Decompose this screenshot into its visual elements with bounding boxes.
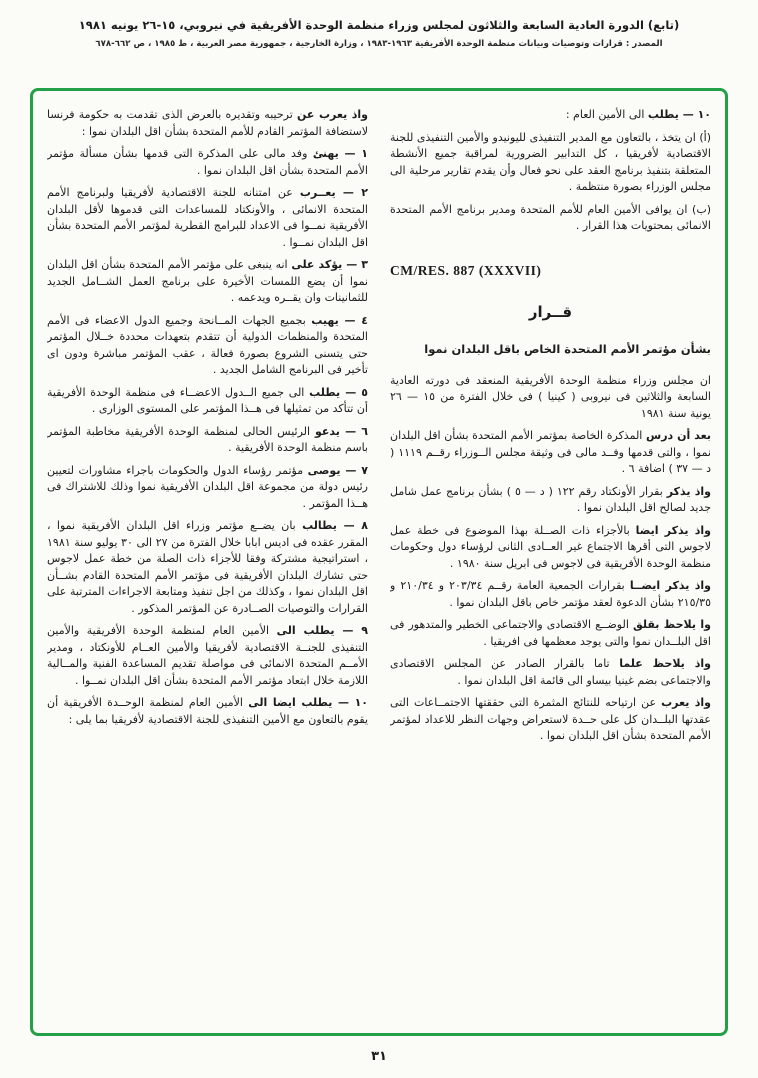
left-column <box>47 107 368 1023</box>
green-border-frame <box>30 88 728 1036</box>
header-source-line: المصدر : قرارات وتوصيات وبيانات منظمة الوحدة الأفريقية ١٩٦٣-١٩٨٣ ، وزارة الخارجية ، جمهورية مصر العربية ، ط ١٩٨٥ ، ص ٦٦٢-٦٧٨ <box>95 39 663 49</box>
paragraph: واذ يلاحظ علما تاما بالقرار الصادر عن المجلس الاقتصادى والاجتماعى بضم غينيا بيساو الى قائمة اقل البلدان نموا . <box>390 657 711 687</box>
paragraph-lead: واذ يعرب عن <box>297 108 368 121</box>
page-number: ٣١ <box>371 1049 387 1064</box>
res-number: CM/RES. 887 (XXXVII) <box>390 262 542 278</box>
paragraph: واذ يعرب عن ارتياحه للنتائج المثمرة التى حققتها الاجتمــاعات التى عقدتها البلــدان كل على حــدة لاستعراض وجهات النظر للاعداد لمؤتمر الأمم المتحدة بشأن اقل البلدان نموا . <box>390 696 711 742</box>
paragraph-lead: ٥ — يطلب <box>309 385 368 399</box>
paragraph-lead: واذ يذكر ايضــا <box>629 579 711 592</box>
paragraph: واذ يعرب عن ترحيبه وتقديره بالعرض الذى تقدمت به حكومة فرنسا لاستضافة المؤتمر القادم للأمم المتحدة بشأن اقل البلدان نموا : <box>47 108 368 138</box>
paragraph-lead: ٢ — يعــرب <box>299 186 368 199</box>
paragraph-lead: ١ — يهنئ <box>312 147 368 160</box>
paragraph: واذ يذكر بقرار الأونكتاد رقم ١٢٢ ( د — ٥ ) بشأن برنامج عمل شامل جديد لصالح اقل البلدان نموا . <box>390 484 711 514</box>
paragraph: ٣ — يؤكد على انه ينبغى على مؤتمر الأمم المتحدة بشأن اقل البلدان نموا أن يضع اللمسات الأخيرة على برنامج العمل الشــامل الجديد للثمانينات وان يقــره ويدعمه . <box>47 258 368 304</box>
paragraph-lead: واذ يلاحظ علما <box>619 657 711 670</box>
bold-title: بشأن مؤتمر الأمم المتحدة الخاص باقل البلدان نموا <box>424 342 711 357</box>
paragraph: واذ يذكر ايضــا بقرارات الجمعية العامة رقــم ٢٠٣/٣٤ و ٢١٠/٣٤ و ٢١٥/٣٥ بشأن الدعوة لعقد مؤتمر خاص باقل البلدان نموا . <box>390 579 711 609</box>
paragraph: ٦ — يدعو الرئيس الحالى لمنظمة الوحدة الأفريقية مخاطبة المؤتمر باسم منظمة الوحدة الأفريقية . <box>47 424 368 454</box>
paragraph-lead: ٨ — يطالب <box>302 519 368 532</box>
right-column <box>390 107 711 1023</box>
paragraph-lead: واذ يعرب <box>661 696 711 709</box>
paragraph: ٥ — يطلب الى جميع الــدول الاعضــاء فى منظمة الوحدة الأفريقية أن تتأكد من تمثيلها فى هــذا المؤتمر على المستوى الوزارى . <box>47 385 368 415</box>
paragraph: وا يلاحظ بقلق الوضــع الاقتصادى والاجتماعى الخطير والمتدهور فى اقل البلــدان نموا والتى يوجد معظمها فى افريقيا . <box>390 618 711 648</box>
paragraph-lead: ١٠ — يطلب ايضا الى <box>248 696 368 709</box>
paragraph-lead: وا يلاحظ بقلق <box>632 618 711 631</box>
paragraph: ٩ — يطلب الى الأمين العام لمنظمة الوحدة الأفريقية والأمين التنفيذى للجنــة الاقتصادية لأفريقيا والأمين العــام للأونكتاد ، ومدير الأمــم المتحدة الانمائى فى مواصلة تقديم المساعدة الفنية والمــالية اللازمة خلال ابتعاد مؤتمر الأمم المتحدة بشأن اقل البلدان نمــوا . <box>47 624 368 687</box>
paragraph-lead: ٩ — يطلب الى <box>276 624 368 637</box>
paragraph: (أ) ان يتخذ ، بالتعاون مع المدير التنفيذى لليونيدو والأمين التنفيذى للجنة الاقتصادية لأفريقيا ، كل التدابير الضرورية لمراقبة جميع الأنشطة المتعلقة بتنفيذ برنامج العقد على نحو فعال وأن يقدم تقارير مرحلية الى مجلس الوزراء بصورة منتظمة . <box>390 130 711 193</box>
paragraph: بعد أن درس المذكرة الخاصة بمؤتمر الأمم المتحدة بشأن اقل البلدان نموا ، والتى قدمها وفــد مالى فى وثيقة مجلس الــوزراء رقــم ١١١٩ ( د — ٣٧ ) اضافة ٦ . <box>390 429 711 475</box>
page-header <box>0 18 758 49</box>
text-columns <box>47 107 711 1023</box>
paragraph: ٧ — يوصى مؤتمر رؤساء الدول والحكومات باجراء مشاورات لتعيين رئيس دولة من مجموعة اقل البلدان الأفريقية نموا وذلك للاشتراك فى هــذا المؤتمر . <box>47 463 368 510</box>
paragraph: ٤ — يهيب بجميع الجهات المــانحة وجميع الدول الاعضاء فى الأمم المتحدة والمنظمات الدولية أن تتقدم بتعهدات محددة خــلال المؤتمر حتى يتسنى الشروع بصورة فعالة ، عقب المؤتمر مباشرة ودون اى تأخير فى البرنامج الشامل الجديد . <box>47 313 368 376</box>
paragraph: (ب) ان يوافى الأمين العام للأمم المتحدة ومدير برنامج الأمم المتحدة الانمائى بمحتويات هذا القرار . <box>390 202 711 232</box>
paragraph-lead: ٦ — يدعو <box>314 424 368 438</box>
paragraph: ١٠ — يطلب ايضا الى الأمين العام لمنظمة الوحــدة الأفريقية أن يقوم بالتعاون مع الأمين التنفيذى للجنة الاقتصادية لأفريقيا بما يلى : <box>47 696 368 726</box>
paragraph-lead: واذ يذكر <box>666 484 711 498</box>
center-title: قــرار <box>528 302 573 321</box>
paragraph: ٢ — يعــرب عن امتنانه للجنة الاقتصادية لأفريقيا ولبرنامج الأمم المتحدة الانمائى ، والأونكتاد للمساعدات التى قدموها لأقل البلدان الأفريقية نمــوا فى الاعداد للبرامج القطرية لمؤتمر الأمم المتحدة بشأن اقل البلدان نمــوا . <box>47 186 368 249</box>
paragraph: ٨ — يطالب بان يضــع مؤتمر وزراء اقل البلدان الأفريقية نموا ، المقرر عقده فى اديس ابابا خلال الفترة من ٢٧ الى ٣٠ يوليو سنة ١٩٨١ ، استراتيجية مشتركة وفقا للأجزاء ذات الصلة من خطة عمل لاجوس حتى تشارك البلدان الأفريقية فى مؤتمر الأمم المتحدة القادم بشــأن اقل البلدان نموا ، وكذلك من اجل تنفيذ ومتابعة الاجراءات المترتبة على القرارات والتوصيات الصــادرة عن المؤتمر المذكور . <box>47 519 368 615</box>
paragraph: ان مجلس وزراء منظمة الوحدة الأفريقية المنعقد فى دورته العادية السابعة والثلاثين فى نيروبى ( كينيا ) فى خلال الفترة من ١٥ — ٢٦ يونية سنة ١٩٨١ <box>390 373 711 420</box>
paragraph-lead: ١٠ — يطلب <box>647 108 711 121</box>
paragraph-lead: ٣ — يؤكد على <box>291 258 368 271</box>
header-line-1: (تابع) الدورة العادية السابعة والثلاثون لمجلس وزراء منظمة الوحدة الأفريقية في نيروبي، ١٥-٢٦ يونيه ١٩٨١ <box>78 18 680 32</box>
paragraph-lead: واذ يذكر ايضا <box>635 523 711 537</box>
paragraph-lead: بعد أن درس <box>646 429 711 442</box>
paragraph: ١ — يهنئ وفد مالى على المذكرة التى قدمها بشأن مسألة مؤتمر الأمم المتحدة بشأن اقل البلدان نموا . <box>47 147 368 177</box>
paragraph: ١٠ — يطلب الى الأمين العام : <box>565 108 711 121</box>
paragraph-lead: ٧ — يوصى <box>307 463 368 477</box>
paragraph: واذ يذكر ايضا بالأجزاء ذات الصــلة بهذا الموضوع فى خطة عمل لاجوس التى أقرها الاجتماع غير العــادى الثانى لرؤساء دول وحكومات منظمة الوحدة الأفريقية فى لاجوس فى ابريل سنة ١٩٨٠ . <box>390 523 711 570</box>
paragraph-lead: ٤ — يهيب <box>311 313 368 327</box>
